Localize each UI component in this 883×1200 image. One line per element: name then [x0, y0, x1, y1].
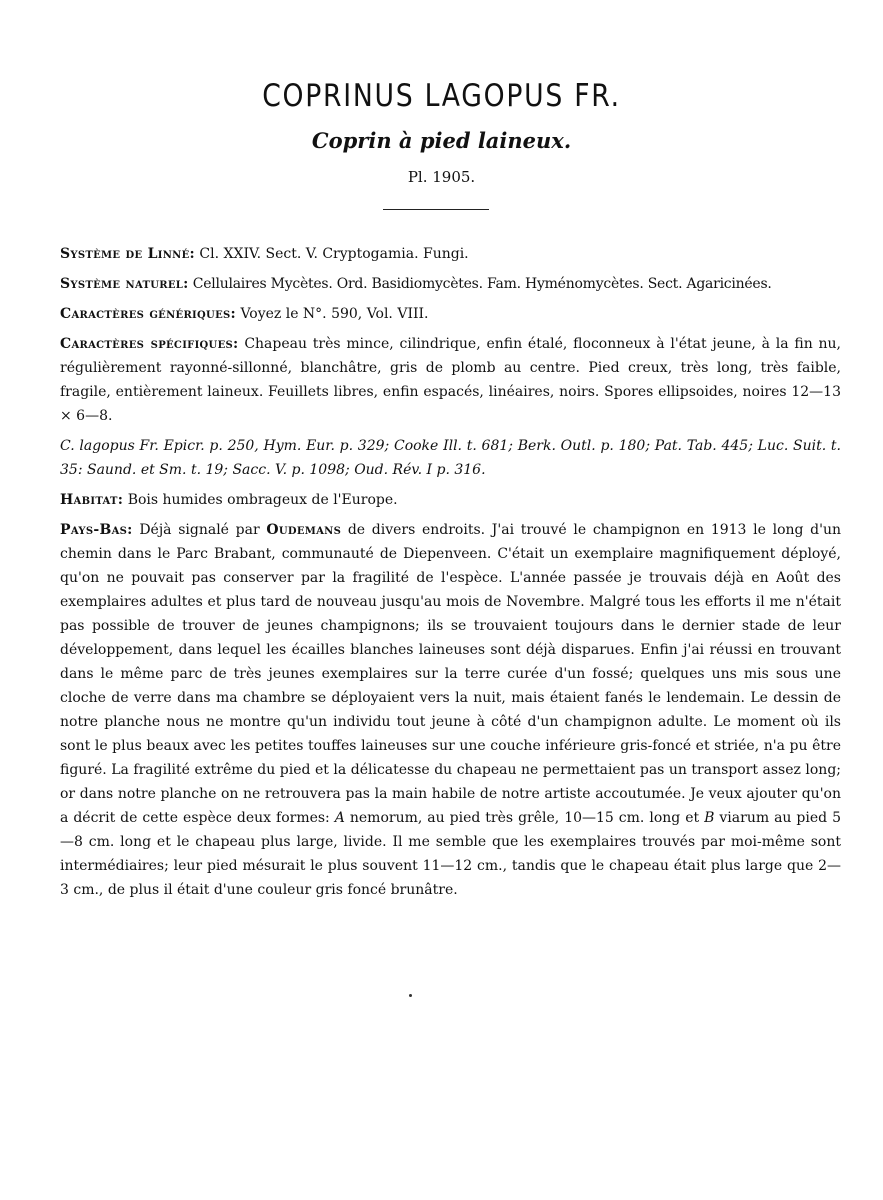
section-references: C. lagopus Fr. Epicr. p. 250, Hym. Eur. p. 329; Cooke Ill. t. 681; Berk. Outl. p. 180; Pat. Tab. 445; Luc. Suit. t. 35: Saund. et Sm. t. 19; Sacc. V. p. 1098; Oud. Rév. I p. 316.	[60, 438, 841, 478]
species-common-name: Coprin à pied laineux.	[311, 128, 572, 153]
species-title: COPRINUS LAGOPUS FR.	[262, 78, 621, 114]
section-label: Système naturel:	[60, 276, 189, 292]
section-specifiques	[60, 332, 841, 428]
section-text: Chapeau très mince, cilindrique, enfin étalé, floconneux à l'état jeune, à la fin nu, régulièrement rayonné-sillonné, blanchâtre, gris de plomb au centre. Pied creux, très long, très faible, fragile, entièrement laineux. Feuillets libres, enfin espacés, linéaires, noirs. Spores ellipsoides, noires 12—13 × 6—8.	[60, 336, 841, 424]
section-text: Cellulaires Mycètes. Ord. Basidiomycètes. Fam. Hyménomycètes. Sect. Agaricinées.	[192, 276, 772, 292]
section-text: nemorum, au pied très grêle, 10—15 cm. long et	[349, 810, 700, 826]
section-text: Déjà signalé par	[139, 522, 260, 538]
section-text: Cl. XXIV. Sect. V. Cryptogamia. Fungi.	[199, 246, 469, 262]
body-text	[60, 242, 841, 908]
section-label: Caractères spécifiques:	[60, 336, 239, 352]
title-divider	[383, 209, 489, 210]
section-label: Habitat:	[60, 492, 124, 508]
stray-mark	[409, 994, 412, 997]
section-paysbas	[60, 518, 841, 902]
author-name: Oudemans	[266, 522, 342, 538]
section-text: Bois humides ombrageux de l'Europe.	[127, 492, 398, 508]
section-text: Voyez le N°. 590, Vol. VIII.	[240, 306, 429, 322]
section-label: Système de Linné:	[60, 246, 195, 262]
section-habitat	[60, 488, 841, 512]
section-text: viarum au pied 5—8 cm. long et le chapeau plus large, livide. Il me semble que les exemplaires trouvés par moi-même sont intermédiaires; leur pied mésurait le plus souvent 11—12 cm., tandis que le chapeau était plus large que 2—3 cm., de plus il était d'une couleur gris foncé brunâtre.	[60, 810, 842, 898]
section-text: de divers endroits. J'ai trouvé le champignon en 1913 le long d'un chemin dans le Parc Brabant, communauté de Diepenveen. C'était un exemplaire magnifiquement déployé, qu'on ne pouvait pas conserver par la fragilité de l'espèce. L'année passée je trouvais déjà en Août des exemplaires adultes et plus tard de nouveau jusqu'au mois de Novembre. Malgré tous les efforts il me n'était pas possible de trouver de jeunes champignons; ils se trouvaient toujours dans le dernier stade de leur développement, dans lequel les écailles blanches laineuses sont déjà disparues. Enfin j'ai réussi en trouvant dans le même parc de très jeunes exemplaires sur la terre curée d'un fossé; quelques uns mis sous une cloche de verre dans ma chambre se déployaient vers la nuit, mais étaient fanés le lendemain. Le dessin de notre planche nous ne montre qu'un individu tout jeune à côté d'un champignon adulte. Le moment où ils sont le plus beaux avec les petites touffes laineuses sur une couche inférieure gris-foncé et striée, n'a pu être figuré. La fragilité extrême du pied et la délicatesse du chapeau ne permettaient pas un transport assez long; or dans notre planche on ne retrouvera pas la main habile de notre artiste accoutumée. Je veux ajouter qu'on a décrit de cette espèce deux formes:	[60, 522, 842, 826]
section-label: Pays-Bas:	[60, 522, 133, 538]
form-a-label: A	[334, 810, 345, 826]
plate-number: Pl. 1905.	[407, 168, 476, 186]
form-b-label: B	[704, 810, 715, 826]
section-label: Caractères génériques:	[60, 306, 236, 322]
section-linne	[60, 242, 841, 266]
section-naturel	[60, 272, 841, 296]
section-generiques	[60, 302, 841, 326]
